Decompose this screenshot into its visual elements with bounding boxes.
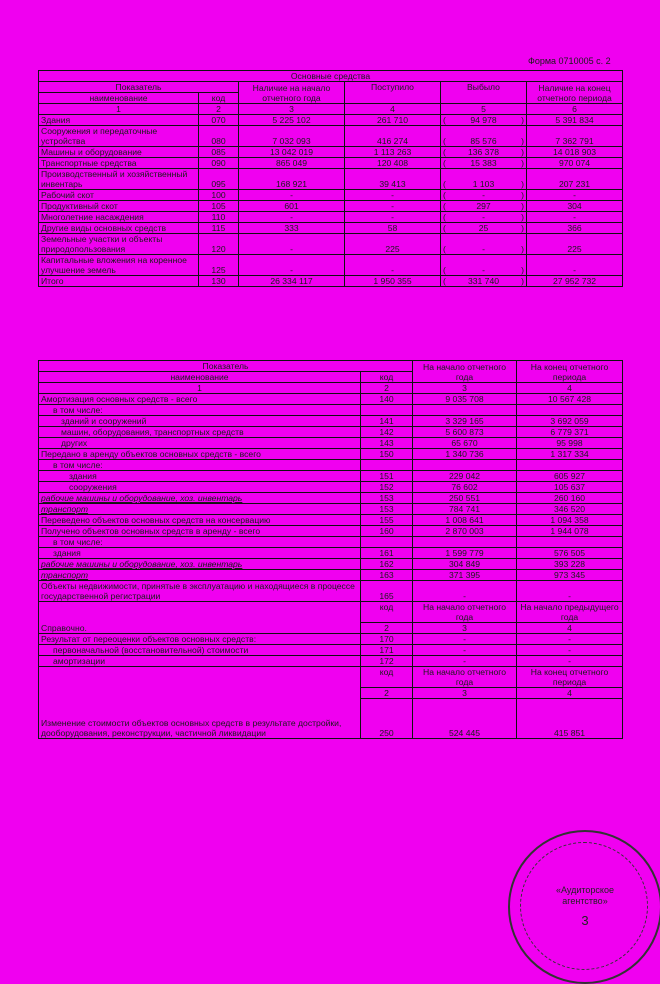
table-row bbox=[39, 190, 623, 201]
table-row bbox=[39, 115, 623, 126]
table-row bbox=[39, 515, 623, 526]
col-header: На конец отчетного периода bbox=[517, 361, 623, 383]
row-name: амортизации bbox=[39, 656, 361, 667]
table-row bbox=[39, 212, 623, 223]
change-label: Изменение стоимости объектов основных средств в результате достройки, дооборудования, реконструкции, частичной ликвидации bbox=[39, 667, 361, 739]
column-number: 1 bbox=[39, 104, 199, 115]
col-header: код bbox=[361, 667, 413, 688]
value-start: 304 849 bbox=[413, 559, 517, 570]
row-name: сооружения bbox=[39, 482, 361, 493]
row-name: Земельные участки и объекты природопользования bbox=[39, 234, 199, 255]
column-number: 3 bbox=[413, 623, 517, 634]
col-header: На начало отчетного года bbox=[413, 667, 517, 688]
row-code: 115 bbox=[199, 223, 239, 234]
row-code: 171 bbox=[361, 645, 413, 656]
value-end: 7 362 791 bbox=[527, 126, 623, 147]
value-start: - bbox=[413, 656, 517, 667]
col-header: Наличие на начало отчетного года bbox=[239, 82, 345, 104]
column-number: 6 bbox=[527, 104, 623, 115]
value-disposed: ( 331 740 ) bbox=[441, 276, 527, 287]
row-name: транспорт bbox=[39, 570, 361, 581]
row-code: 143 bbox=[361, 438, 413, 449]
row-name: в том числе: bbox=[39, 405, 361, 416]
column-number: 4 bbox=[517, 688, 623, 699]
column-number: 2 bbox=[199, 104, 239, 115]
row-name: первоначальной (восстановительной) стоимости bbox=[39, 645, 361, 656]
table-row bbox=[39, 158, 623, 169]
col-header: Наличие на конец отчетного периода bbox=[527, 82, 623, 104]
table-row bbox=[39, 504, 623, 515]
table-row bbox=[39, 416, 623, 427]
table-row bbox=[39, 255, 623, 276]
seal-text: «Аудиторское агентство» 3 bbox=[556, 885, 614, 928]
change-code: 250 bbox=[361, 699, 413, 739]
value-received: 39 413 bbox=[345, 169, 441, 190]
value-start: - bbox=[239, 234, 345, 255]
value-end: 1 317 334 bbox=[517, 449, 623, 460]
row-code: 090 bbox=[199, 158, 239, 169]
value-start: 784 741 bbox=[413, 504, 517, 515]
col-header: Показатель bbox=[39, 361, 413, 372]
row-code: 095 bbox=[199, 169, 239, 190]
table-row bbox=[39, 570, 623, 581]
row-name: других bbox=[39, 438, 361, 449]
value-disposed: ( 25 ) bbox=[441, 223, 527, 234]
value-disposed: ( - ) bbox=[441, 190, 527, 201]
col-header: Поступило bbox=[345, 82, 441, 104]
row-code: 080 bbox=[199, 126, 239, 147]
value-end: 225 bbox=[527, 234, 623, 255]
table-row bbox=[39, 471, 623, 482]
table-row bbox=[39, 537, 623, 548]
row-name: в том числе: bbox=[39, 537, 361, 548]
value-start: - bbox=[239, 212, 345, 223]
value-start: 168 921 bbox=[239, 169, 345, 190]
row-code: 140 bbox=[361, 394, 413, 405]
value-received: 1 950 355 bbox=[345, 276, 441, 287]
value-end: 3 692 059 bbox=[517, 416, 623, 427]
value-end: - bbox=[517, 656, 623, 667]
row-name: Многолетние насаждения bbox=[39, 212, 199, 223]
col-header: код bbox=[361, 372, 413, 383]
col-header: код bbox=[361, 602, 413, 623]
value-start: - bbox=[413, 634, 517, 645]
column-number: 3 bbox=[413, 688, 517, 699]
column-number: 4 bbox=[345, 104, 441, 115]
value-end: 605 927 bbox=[517, 471, 623, 482]
value-start: 5 225 102 bbox=[239, 115, 345, 126]
value-start: 1 008 641 bbox=[413, 515, 517, 526]
row-name: Получено объектов основных средств в аренду - всего bbox=[39, 526, 361, 537]
fixed-assets-table bbox=[38, 70, 623, 287]
row-code: 155 bbox=[361, 515, 413, 526]
value-start: - bbox=[239, 255, 345, 276]
value-end: 95 998 bbox=[517, 438, 623, 449]
table-row bbox=[39, 234, 623, 255]
row-name: Здания bbox=[39, 115, 199, 126]
row-name: здания bbox=[39, 471, 361, 482]
row-name: Передано в аренду объектов основных средств - всего bbox=[39, 449, 361, 460]
row-name: Производственный и хозяйственный инвентарь bbox=[39, 169, 199, 190]
table-row bbox=[39, 656, 623, 667]
column-number: 1 bbox=[39, 383, 361, 394]
row-code: 125 bbox=[199, 255, 239, 276]
row-name: Продуктивный скот bbox=[39, 201, 199, 212]
change-start: 524 445 bbox=[413, 699, 517, 739]
value-start: 865 049 bbox=[239, 158, 345, 169]
table-row bbox=[39, 645, 623, 656]
row-code: 152 bbox=[361, 482, 413, 493]
row-code: 130 bbox=[199, 276, 239, 287]
value-received: - bbox=[345, 255, 441, 276]
value-end: - bbox=[517, 581, 623, 602]
value-start bbox=[413, 460, 517, 471]
table-row bbox=[39, 526, 623, 537]
table-row bbox=[39, 394, 623, 405]
row-name: здания bbox=[39, 548, 361, 559]
value-start: 1 340 736 bbox=[413, 449, 517, 460]
row-name: машин, оборудования, транспортных средств bbox=[39, 427, 361, 438]
value-end bbox=[517, 405, 623, 416]
row-code: 153 bbox=[361, 504, 413, 515]
row-code: 142 bbox=[361, 427, 413, 438]
value-start: 7 032 093 bbox=[239, 126, 345, 147]
table-row bbox=[39, 460, 623, 471]
form-label: Форма 0710005 с. 2 bbox=[528, 56, 611, 66]
value-disposed: ( 1 103 ) bbox=[441, 169, 527, 190]
column-number: 3 bbox=[239, 104, 345, 115]
row-name: Объекты недвижимости, принятые в эксплуатацию и находящиеся в процессе государственной регистрации bbox=[39, 581, 361, 602]
value-disposed: ( - ) bbox=[441, 212, 527, 223]
table-title: Основные средства bbox=[39, 71, 623, 82]
row-name: Результат от переоценки объектов основных средств: bbox=[39, 634, 361, 645]
value-end: 576 505 bbox=[517, 548, 623, 559]
value-end: 10 567 428 bbox=[517, 394, 623, 405]
value-start: 229 042 bbox=[413, 471, 517, 482]
column-number: 3 bbox=[413, 383, 517, 394]
value-received: - bbox=[345, 212, 441, 223]
value-end: - bbox=[527, 212, 623, 223]
value-end: 1 944 078 bbox=[517, 526, 623, 537]
value-start: 5 600 873 bbox=[413, 427, 517, 438]
value-start: 333 bbox=[239, 223, 345, 234]
value-end: 260 160 bbox=[517, 493, 623, 504]
value-end: 105 637 bbox=[517, 482, 623, 493]
row-code: 162 bbox=[361, 559, 413, 570]
col-header: Показатель bbox=[39, 82, 239, 93]
row-code: 165 bbox=[361, 581, 413, 602]
value-start: 371 395 bbox=[413, 570, 517, 581]
value-end: 207 231 bbox=[527, 169, 623, 190]
row-code: 085 bbox=[199, 147, 239, 158]
row-name: Переведено объектов основных средств на консервацию bbox=[39, 515, 361, 526]
change-end: 415 851 bbox=[517, 699, 623, 739]
col-header: Выбыло bbox=[441, 82, 527, 104]
table-row bbox=[39, 634, 623, 645]
column-number: 4 bbox=[517, 383, 623, 394]
value-end: 366 bbox=[527, 223, 623, 234]
row-code: 151 bbox=[361, 471, 413, 482]
value-end: 304 bbox=[527, 201, 623, 212]
value-end: 970 074 bbox=[527, 158, 623, 169]
value-end: - bbox=[527, 190, 623, 201]
table-row bbox=[39, 223, 623, 234]
row-code bbox=[361, 405, 413, 416]
row-code: 105 bbox=[199, 201, 239, 212]
table-row bbox=[39, 405, 623, 416]
row-code: 170 bbox=[361, 634, 413, 645]
value-start bbox=[413, 537, 517, 548]
value-received: 261 710 bbox=[345, 115, 441, 126]
row-code: 172 bbox=[361, 656, 413, 667]
reference-label: Справочно. bbox=[39, 602, 361, 634]
value-end: 973 345 bbox=[517, 570, 623, 581]
value-end: 14 018 903 bbox=[527, 147, 623, 158]
value-start: 2 870 003 bbox=[413, 526, 517, 537]
col-header: На начало предыдущего года bbox=[517, 602, 623, 623]
row-name: Рабочий скот bbox=[39, 190, 199, 201]
row-name: транспорт bbox=[39, 504, 361, 515]
value-end: 5 391 834 bbox=[527, 115, 623, 126]
column-number: 2 bbox=[361, 623, 413, 634]
row-name: зданий и сооружений bbox=[39, 416, 361, 427]
value-received: 120 408 bbox=[345, 158, 441, 169]
row-name: Другие виды основных средств bbox=[39, 223, 199, 234]
value-start: 76 602 bbox=[413, 482, 517, 493]
value-disposed: ( - ) bbox=[441, 234, 527, 255]
value-disposed: ( 136 378 ) bbox=[441, 147, 527, 158]
value-end: 393 228 bbox=[517, 559, 623, 570]
value-received: 416 274 bbox=[345, 126, 441, 147]
row-code: 141 bbox=[361, 416, 413, 427]
row-name: в том числе: bbox=[39, 460, 361, 471]
value-disposed: ( - ) bbox=[441, 255, 527, 276]
row-code: 150 bbox=[361, 449, 413, 460]
row-code: 070 bbox=[199, 115, 239, 126]
value-end: 6 779 371 bbox=[517, 427, 623, 438]
table-row bbox=[39, 276, 623, 287]
value-end bbox=[517, 460, 623, 471]
column-number: 2 bbox=[361, 383, 413, 394]
value-start: 9 035 708 bbox=[413, 394, 517, 405]
row-code: 120 bbox=[199, 234, 239, 255]
value-disposed: ( 85 576 ) bbox=[441, 126, 527, 147]
row-code: 100 bbox=[199, 190, 239, 201]
row-code: 163 bbox=[361, 570, 413, 581]
col-header: На начало отчетного года bbox=[413, 361, 517, 383]
value-end: - bbox=[517, 645, 623, 656]
table-row bbox=[39, 548, 623, 559]
column-number: 4 bbox=[517, 623, 623, 634]
col-header: наименование bbox=[39, 372, 361, 383]
value-disposed: ( 297 ) bbox=[441, 201, 527, 212]
value-start: 26 334 117 bbox=[239, 276, 345, 287]
value-disposed: ( 94 978 ) bbox=[441, 115, 527, 126]
value-end: 346 520 bbox=[517, 504, 623, 515]
table-row bbox=[39, 427, 623, 438]
table-row bbox=[39, 169, 623, 190]
value-received: - bbox=[345, 190, 441, 201]
column-number: 2 bbox=[361, 688, 413, 699]
value-start: 13 042 019 bbox=[239, 147, 345, 158]
value-start: - bbox=[413, 581, 517, 602]
table-row bbox=[39, 559, 623, 570]
table-row bbox=[39, 201, 623, 212]
col-header: код bbox=[199, 93, 239, 104]
col-header: На конец отчетного периода bbox=[517, 667, 623, 688]
table-row bbox=[39, 449, 623, 460]
col-header: наименование bbox=[39, 93, 199, 104]
value-received: 58 bbox=[345, 223, 441, 234]
row-name: Транспортные средства bbox=[39, 158, 199, 169]
value-start bbox=[413, 405, 517, 416]
value-disposed: ( 15 383 ) bbox=[441, 158, 527, 169]
row-code: 153 bbox=[361, 493, 413, 504]
row-code bbox=[361, 537, 413, 548]
value-start: 65 670 bbox=[413, 438, 517, 449]
value-received: 225 bbox=[345, 234, 441, 255]
row-code bbox=[361, 460, 413, 471]
row-code: 110 bbox=[199, 212, 239, 223]
value-start: 601 bbox=[239, 201, 345, 212]
row-name: рабочие машины и оборудование, хоз. инвентарь bbox=[39, 559, 361, 570]
row-name: Капитальные вложения на коренное улучшение земель bbox=[39, 255, 199, 276]
value-end: 1 094 358 bbox=[517, 515, 623, 526]
row-name: Амортизация основных средств - всего bbox=[39, 394, 361, 405]
value-start: 250 551 bbox=[413, 493, 517, 504]
column-number: 5 bbox=[441, 104, 527, 115]
value-start: - bbox=[413, 645, 517, 656]
value-end: - bbox=[517, 634, 623, 645]
table-row bbox=[39, 438, 623, 449]
value-end: - bbox=[527, 255, 623, 276]
row-name: рабочие машины и оборудование, хоз. инвентарь bbox=[39, 493, 361, 504]
table-row bbox=[39, 147, 623, 158]
row-code: 161 bbox=[361, 548, 413, 559]
col-header: На начало отчетного года bbox=[413, 602, 517, 623]
table-row bbox=[39, 493, 623, 504]
value-received: - bbox=[345, 201, 441, 212]
value-end: 27 952 732 bbox=[527, 276, 623, 287]
value-start: - bbox=[239, 190, 345, 201]
row-name: Сооружения и передаточные устройства bbox=[39, 126, 199, 147]
row-name: Итого bbox=[39, 276, 199, 287]
value-end bbox=[517, 537, 623, 548]
value-received: 1 113 263 bbox=[345, 147, 441, 158]
value-start: 1 599 779 bbox=[413, 548, 517, 559]
depreciation-table bbox=[38, 360, 623, 739]
table-row bbox=[39, 581, 623, 602]
row-code: 160 bbox=[361, 526, 413, 537]
value-start: 3 329 165 bbox=[413, 416, 517, 427]
table-row bbox=[39, 482, 623, 493]
table-row bbox=[39, 126, 623, 147]
row-name: Машины и оборудование bbox=[39, 147, 199, 158]
